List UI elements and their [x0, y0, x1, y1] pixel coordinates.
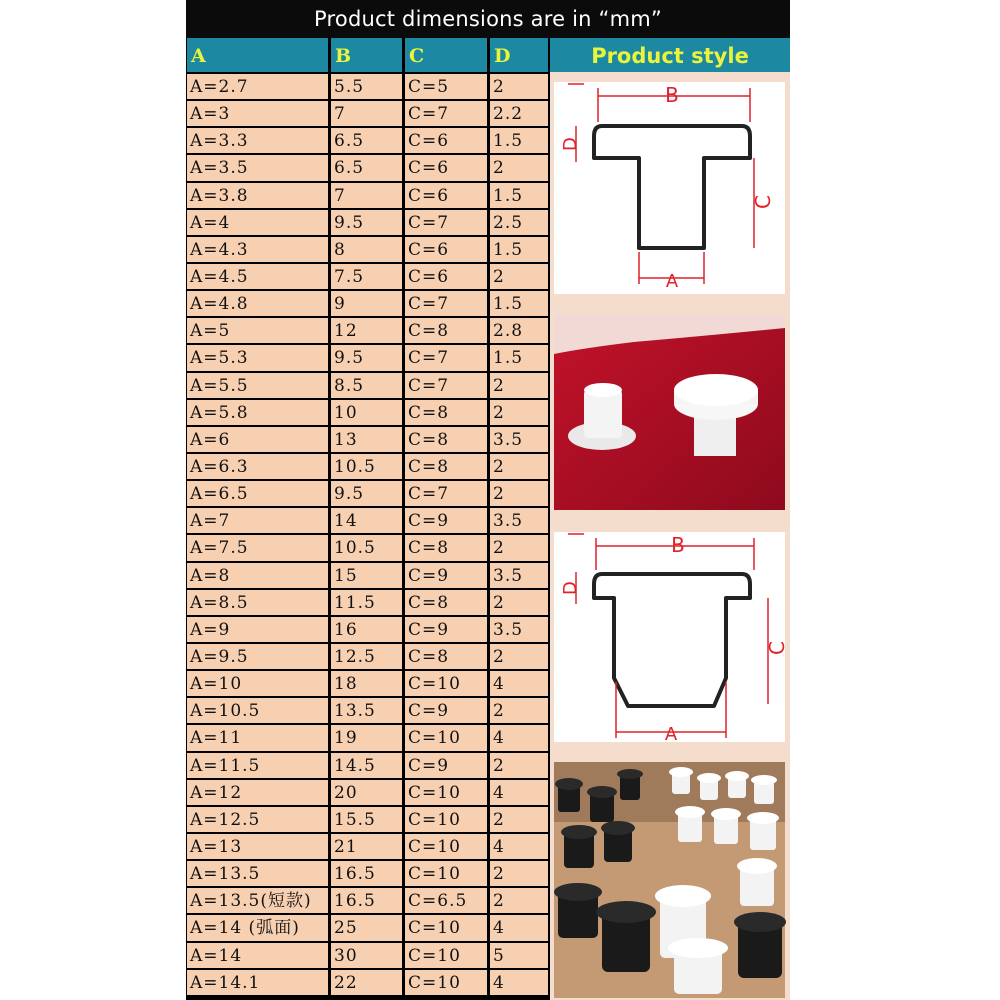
table-row: [186, 400, 549, 425]
table-row: [186, 373, 549, 398]
table-row: [186, 590, 549, 615]
cell-b: 16.5: [331, 888, 402, 913]
cell-b: 15: [331, 563, 402, 588]
cell-b: 12: [331, 318, 402, 343]
cell-a: A=13.5: [187, 861, 328, 886]
table-row: [186, 698, 549, 723]
table-row: [186, 780, 549, 805]
cell-c: C=10: [405, 725, 487, 750]
cell-d: 4: [490, 834, 548, 859]
cell-b: 18: [331, 671, 402, 696]
cell-a: A=7.5: [187, 535, 328, 560]
cell-d: 3.5: [490, 563, 548, 588]
white-plugs-photo: [554, 314, 785, 510]
cell-c: C=9: [405, 508, 487, 533]
column-header-d: D: [490, 38, 548, 72]
table-row: [186, 264, 549, 289]
cell-a: A=4.3: [187, 237, 328, 262]
cell-c: C=7: [405, 291, 487, 316]
cell-a: A=4: [187, 210, 328, 235]
cell-d: 2: [490, 698, 548, 723]
cell-d: 2: [490, 74, 548, 99]
cell-c: C=10: [405, 915, 487, 940]
cell-d: 1.5: [490, 291, 548, 316]
dimension-label-d-2: D: [560, 581, 581, 595]
cell-d: 4: [490, 915, 548, 940]
table-row: [186, 183, 549, 208]
cell-c: C=6: [405, 128, 487, 153]
cell-d: 1.5: [490, 237, 548, 262]
table-row: [186, 563, 549, 588]
table-row: [186, 155, 549, 180]
cell-a: A=5.8: [187, 400, 328, 425]
cell-c: C=8: [405, 644, 487, 669]
table-row: [186, 834, 549, 859]
product-sheet: [186, 0, 790, 1000]
cell-a: A=11.5: [187, 753, 328, 778]
cell-a: A=9: [187, 617, 328, 642]
cell-c: C=9: [405, 563, 487, 588]
cell-c: C=8: [405, 318, 487, 343]
cell-b: 10: [331, 400, 402, 425]
cell-a: A=3.8: [187, 183, 328, 208]
cell-c: C=9: [405, 617, 487, 642]
cell-a: A=14.1: [187, 970, 328, 995]
cell-a: A=5: [187, 318, 328, 343]
cell-c: C=10: [405, 970, 487, 995]
cell-c: C=8: [405, 535, 487, 560]
cell-b: 20: [331, 780, 402, 805]
cell-c: C=7: [405, 373, 487, 398]
cell-d: 2: [490, 264, 548, 289]
table-row: [186, 481, 549, 506]
cell-d: 3.5: [490, 427, 548, 452]
t-plug-outline: [594, 126, 750, 248]
dimension-label-a-2: A: [664, 724, 678, 745]
table-row: [186, 128, 549, 153]
cell-b: 10.5: [331, 454, 402, 479]
table-row: [186, 617, 549, 642]
table-row: [186, 101, 549, 126]
cell-b: 21: [331, 834, 402, 859]
cell-c: C=5: [405, 74, 487, 99]
cell-b: 6.5: [331, 128, 402, 153]
cell-a: A=10: [187, 671, 328, 696]
cell-d: 2: [490, 535, 548, 560]
cell-c: C=7: [405, 210, 487, 235]
cell-b: 7.5: [331, 264, 402, 289]
t-plug-dimension-diagram: [554, 82, 785, 294]
cell-d: 4: [490, 780, 548, 805]
cell-a: A=6: [187, 427, 328, 452]
cell-a: A=8: [187, 563, 328, 588]
cell-c: C=8: [405, 590, 487, 615]
cell-a: A=11: [187, 725, 328, 750]
cell-d: 2: [490, 481, 548, 506]
cell-d: 4: [490, 671, 548, 696]
cell-d: 2.2: [490, 101, 548, 126]
cell-b: 25: [331, 915, 402, 940]
table-row: [186, 508, 549, 533]
cell-c: C=10: [405, 834, 487, 859]
cell-b: 19: [331, 725, 402, 750]
dimension-label-d: D: [560, 137, 581, 151]
table-row: [186, 671, 549, 696]
table-row: [186, 291, 549, 316]
cell-d: 2: [490, 888, 548, 913]
table-body: [186, 74, 549, 997]
cell-c: C=6: [405, 264, 487, 289]
cell-b: 9.5: [331, 481, 402, 506]
black-white-plugs-photo: [554, 762, 785, 998]
cell-c: C=7: [405, 345, 487, 370]
product-style-panel: [550, 38, 790, 1000]
cell-a: A=2.7: [187, 74, 328, 99]
table-row: [186, 888, 549, 913]
table-row: [186, 970, 549, 995]
dimension-label-b: B: [665, 83, 679, 107]
cell-b: 9.5: [331, 345, 402, 370]
cell-d: 4: [490, 725, 548, 750]
cell-d: 2: [490, 861, 548, 886]
cell-c: C=9: [405, 753, 487, 778]
dimension-label-b-2: B: [671, 533, 685, 557]
cell-a: A=3: [187, 101, 328, 126]
cell-d: 1.5: [490, 183, 548, 208]
cell-b: 9.5: [331, 210, 402, 235]
cell-c: C=6: [405, 237, 487, 262]
cell-b: 16: [331, 617, 402, 642]
column-header-a: A: [187, 38, 328, 72]
dimension-label-a: A: [665, 271, 679, 292]
cell-a: A=3.5: [187, 155, 328, 180]
cell-d: 2: [490, 400, 548, 425]
cell-b: 12.5: [331, 644, 402, 669]
cell-d: 2: [490, 753, 548, 778]
table-row: [186, 725, 549, 750]
cell-b: 16.5: [331, 861, 402, 886]
dimension-label-c: C: [751, 195, 775, 209]
cell-d: 5: [490, 943, 548, 968]
table-row: [186, 454, 549, 479]
table-row: [186, 807, 549, 832]
table-row: [186, 74, 549, 99]
cell-c: C=10: [405, 807, 487, 832]
cell-d: 1.5: [490, 128, 548, 153]
cell-b: 22: [331, 970, 402, 995]
cell-a: A=13: [187, 834, 328, 859]
cell-c: C=9: [405, 698, 487, 723]
cell-b: 9: [331, 291, 402, 316]
cell-c: C=6: [405, 155, 487, 180]
product-style-header: Product style: [550, 38, 790, 72]
cell-c: C=10: [405, 671, 487, 696]
cell-a: A=12: [187, 780, 328, 805]
cell-b: 10.5: [331, 535, 402, 560]
cell-a: A=5.3: [187, 345, 328, 370]
cell-b: 13.5: [331, 698, 402, 723]
cell-b: 8.5: [331, 373, 402, 398]
cell-d: 1.5: [490, 345, 548, 370]
cell-b: 7: [331, 101, 402, 126]
cell-c: C=8: [405, 400, 487, 425]
table-row: [186, 210, 549, 235]
cell-c: C=10: [405, 943, 487, 968]
cell-b: 11.5: [331, 590, 402, 615]
dimension-label-c-2: C: [765, 641, 789, 655]
cell-c: C=7: [405, 481, 487, 506]
cell-a: A=5.5: [187, 373, 328, 398]
table-row: [186, 753, 549, 778]
column-header-b: B: [331, 38, 402, 72]
cell-c: C=8: [405, 427, 487, 452]
cell-b: 5.5: [331, 74, 402, 99]
cell-c: C=10: [405, 780, 487, 805]
cell-d: 2: [490, 155, 548, 180]
cell-b: 30: [331, 943, 402, 968]
cell-b: 14: [331, 508, 402, 533]
cell-c: C=10: [405, 861, 487, 886]
cell-a: A=4.8: [187, 291, 328, 316]
cell-c: C=7: [405, 101, 487, 126]
dimensions-table: [186, 38, 549, 1000]
cell-a: A=12.5: [187, 807, 328, 832]
cell-a: A=9.5: [187, 644, 328, 669]
column-header-c: C: [405, 38, 487, 72]
cell-c: C=6: [405, 183, 487, 208]
cell-b: 8: [331, 237, 402, 262]
table-row: [186, 427, 549, 452]
cell-d: 2: [490, 807, 548, 832]
table-row: [186, 644, 549, 669]
table-row: [186, 237, 549, 262]
table-row: [186, 861, 549, 886]
page-title: Product dimensions are in “mm”: [186, 0, 790, 38]
cell-c: C=8: [405, 454, 487, 479]
tapered-plug-dimension-diagram: [554, 532, 789, 745]
cell-d: 2.5: [490, 210, 548, 235]
cell-d: 2: [490, 644, 548, 669]
cell-a: A=4.5: [187, 264, 328, 289]
cell-d: 3.5: [490, 617, 548, 642]
cell-b: 14.5: [331, 753, 402, 778]
table-row: [186, 345, 549, 370]
cell-a: A=6.5: [187, 481, 328, 506]
cell-a: A=8.5: [187, 590, 328, 615]
cell-b: 15.5: [331, 807, 402, 832]
cell-a: A=7: [187, 508, 328, 533]
cell-b: 6.5: [331, 155, 402, 180]
table-row: [186, 915, 549, 940]
cell-d: 2: [490, 590, 548, 615]
cell-d: 2.8: [490, 318, 548, 343]
cell-d: 2: [490, 454, 548, 479]
table-row: [186, 318, 549, 343]
cell-b: 7: [331, 183, 402, 208]
table-row: [186, 535, 549, 560]
cell-b: 13: [331, 427, 402, 452]
cell-d: 4: [490, 970, 548, 995]
cell-a: A=10.5: [187, 698, 328, 723]
cell-d: 2: [490, 373, 548, 398]
cell-a: A=6.3: [187, 454, 328, 479]
table-row: [186, 943, 549, 968]
cell-a: A=3.3: [187, 128, 328, 153]
cell-a: A=13.5(短款): [187, 888, 328, 913]
cell-c: C=6.5: [405, 888, 487, 913]
cell-a: A=14 (弧面): [187, 915, 328, 940]
cell-d: 3.5: [490, 508, 548, 533]
cell-a: A=14: [187, 943, 328, 968]
